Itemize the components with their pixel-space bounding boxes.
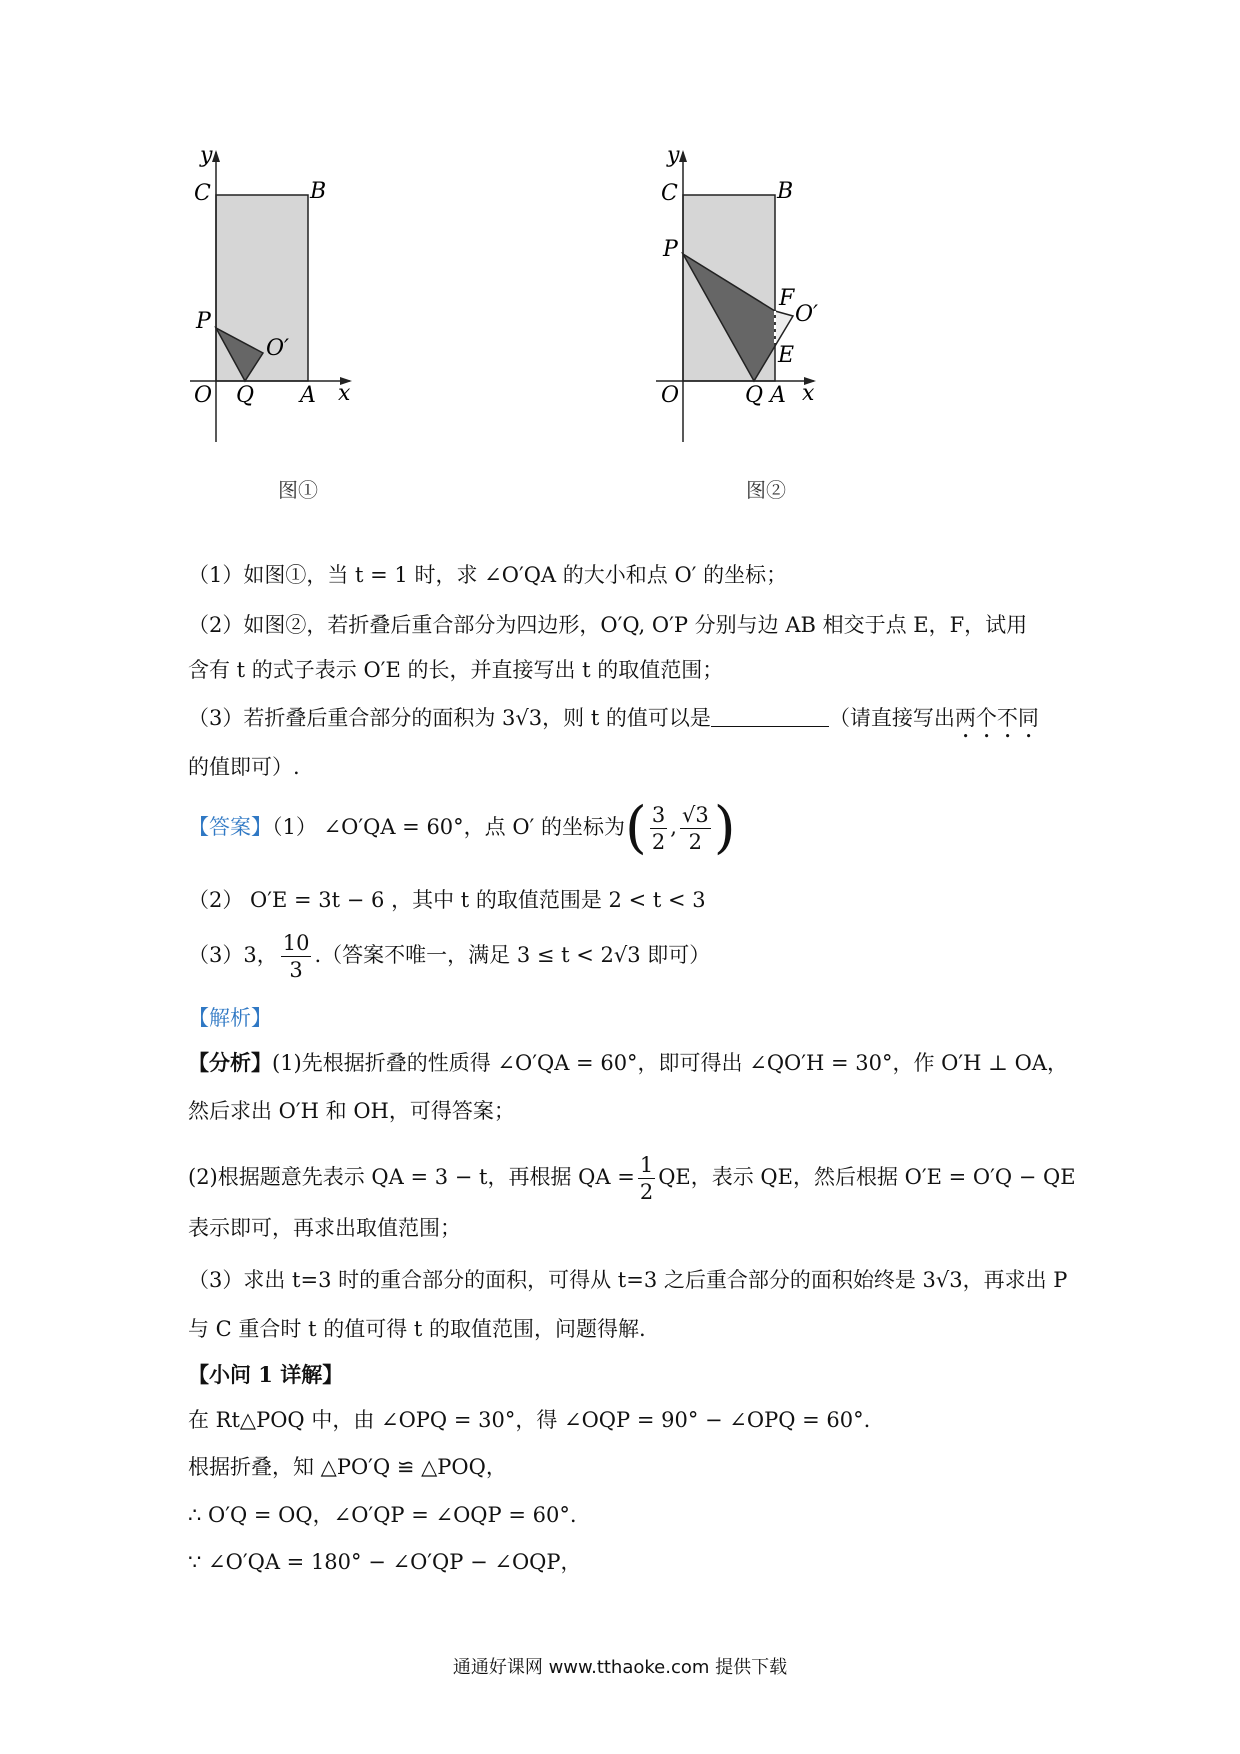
label-b: B	[777, 179, 794, 204]
label-a: A	[770, 383, 786, 408]
question-3-text: （3）若折叠后重合部分的面积为 3√3，则 t 的值可以是	[188, 706, 711, 730]
figure-1	[190, 150, 410, 450]
question-2-line-1: （2）如图②，若折叠后重合部分为四边形，O′Q, O′P 分别与边 AB 相交于点 E，F，试用	[188, 613, 1028, 637]
label-o: O	[194, 383, 213, 408]
answer-3	[188, 930, 710, 983]
detail-line-1: 在 Rt△POQ 中，由 ∠OPQ = 30°，得 ∠OQP = 90° − ∠OPQ = 60°.	[188, 1408, 871, 1432]
label-o-prime: O′	[795, 302, 819, 327]
detail-line-3: ∴ O′Q = OQ，∠O′QP = ∠OQP = 60°.	[188, 1503, 577, 1527]
analysis-2-text-end: QE，表示 QE，然后根据 O′E = O′Q − QE	[658, 1165, 1076, 1189]
label-f: F	[779, 286, 795, 311]
analysis-2-text: (2)根据题意先表示 QA = 3 − t，再根据 QA =	[188, 1165, 635, 1189]
analysis-subtag: 【分析】	[188, 1050, 272, 1075]
label-q: Q	[745, 383, 764, 408]
outside-triangle	[775, 311, 793, 346]
analysis-2-line-1	[188, 1152, 1076, 1205]
analysis-1-line-1	[188, 1048, 1068, 1078]
answer-1-text: （1） ∠O′QA = 60°，点 O′ 的坐标为	[272, 815, 626, 839]
label-c: C	[194, 181, 211, 206]
question-1: （1）如图①，当 t = 1 时，求 ∠O′QA 的大小和点 O′ 的坐标；	[188, 563, 788, 587]
footer: 通通好课网 www.tthaoke.com 提供下载	[452, 1657, 788, 1678]
subquestion-1-tag: 【小问 1 详解】	[188, 1362, 344, 1387]
label-p: P	[196, 309, 211, 334]
label-y: y	[667, 150, 680, 168]
question-2-line-2: 含有 t 的式子表示 O′E 的长，并直接写出 t 的取值范围；	[188, 658, 724, 682]
answer-3-note: .（答案不唯一，满足 3 ≤ t < 2√3 即可）	[314, 943, 711, 967]
answer-1-fraction-x: $\frac{3}{2}$	[651, 803, 666, 854]
analysis-1-line-2: 然后求出 O′H 和 OH，可得答案；	[188, 1099, 515, 1123]
label-e: E	[778, 343, 795, 368]
analysis-3-line-1: （3）求出 t=3 时的重合部分的面积，可得从 t=3 之后重合部分的面积始终是 3√3，再求出 P	[188, 1268, 1068, 1292]
question-3-line-1	[188, 703, 1039, 743]
label-p: P	[663, 237, 678, 262]
detail-line-4: ∵ ∠O′QA = 180° − ∠O′QP − ∠OQP，	[188, 1550, 582, 1574]
question-3-line-2: 的值即可）.	[188, 755, 300, 779]
label-a: A	[300, 383, 316, 408]
answer-3-fraction: $\frac{10}{3}$	[282, 931, 310, 982]
analysis-1-text: (1)先根据折叠的性质得 ∠O′QA = 60°，即可得出 ∠QO′H = 30°，作 O′H ⊥ OA，	[272, 1051, 1068, 1075]
figure-2-diagram	[656, 150, 876, 450]
label-o: O	[661, 383, 680, 408]
label-y: y	[200, 150, 213, 168]
analysis-2-fraction: $\frac{1}{2}$	[639, 1153, 654, 1204]
question-3-instruction: （请直接写出	[828, 706, 955, 730]
figure-1-caption: 图①	[278, 478, 318, 502]
label-q: Q	[236, 383, 255, 408]
answer-2: （2） O′E = 3t − 6 ，其中 t 的取值范围是 2 < t < 3	[188, 888, 706, 912]
label-c: C	[661, 181, 678, 206]
answer-blank	[711, 704, 829, 727]
question-3-emphasis: 两个不同	[954, 706, 1039, 730]
label-x: x	[338, 381, 351, 406]
detail-line-2: 根据折叠，知 △PO′Q ≌ △POQ，	[188, 1455, 507, 1479]
label-x: x	[802, 381, 815, 406]
analysis-2-line-2: 表示即可，再求出取值范围；	[188, 1216, 461, 1240]
figure-2-caption: 图②	[746, 478, 786, 502]
figure-1-diagram	[190, 150, 410, 450]
answer-tag: 【答案】	[188, 815, 272, 839]
figure-2	[656, 150, 876, 450]
answer-1-fraction-y: $\frac{√3}{2}$	[681, 803, 709, 854]
answer-1: 【答案】（1） ∠O′QA = 60°，点 O′ 的坐标为( $\frac{3}{2}$ , $\frac{√3}{2}$ )	[188, 795, 736, 861]
answer-3-text: （3）3，	[188, 943, 278, 967]
analysis-tag: 【解析】	[188, 1006, 272, 1030]
label-o-prime: O′	[266, 336, 290, 361]
analysis-3-line-2: 与 C 重合时 t 的值可得 t 的取值范围，问题得解.	[188, 1317, 646, 1341]
label-b: B	[310, 179, 327, 204]
